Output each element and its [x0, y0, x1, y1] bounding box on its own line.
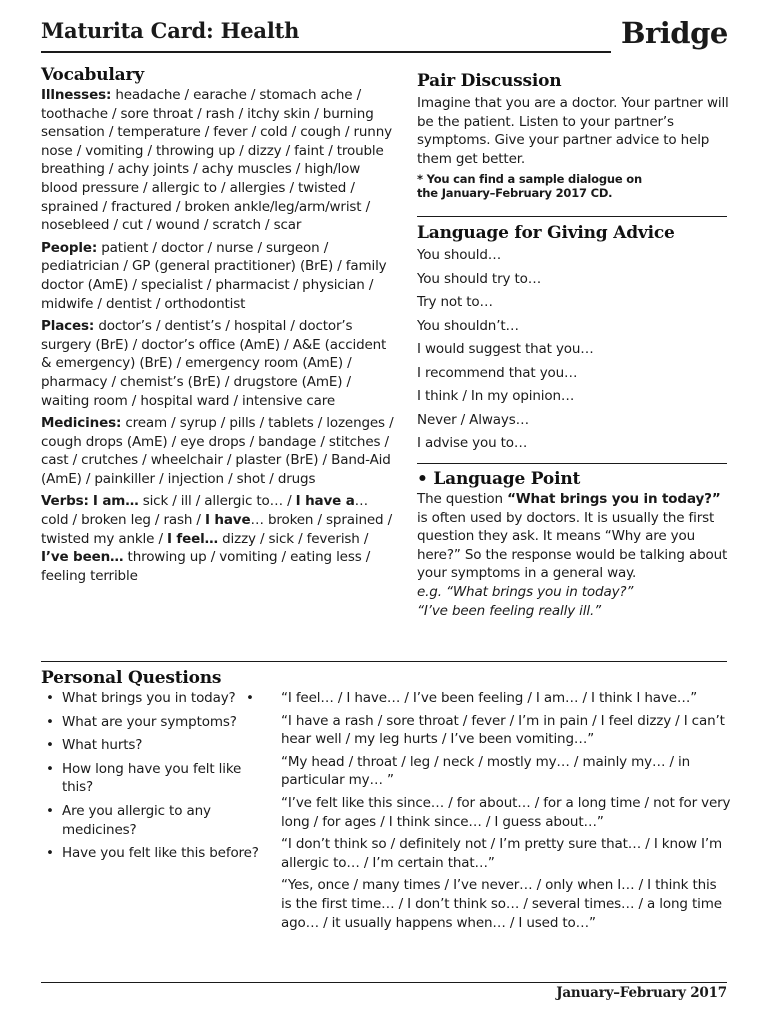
- question-item: [41, 802, 266, 839]
- bullet-icon: •: [46, 760, 54, 777]
- question-text: How long have you felt like this?: [62, 760, 242, 796]
- lp-intro: The question: [417, 491, 508, 507]
- answer-item: “I have a rash / sore throat / fever / I’m in pain / I feel dizzy / I can’t hear well / my leg hurts / I’ve been vomiting…”: [281, 712, 725, 748]
- bullet-icon: •: [417, 469, 428, 489]
- advice-phrase: I recommend that you…: [417, 364, 578, 381]
- vocab-text: sick / ill / allergic to… /: [138, 493, 296, 510]
- advice-phrase: I would suggest that you…: [417, 341, 594, 357]
- vocab-text: cream / syrup / pills / tablets / lozenges / cough drops (AmE) / eye drops / bandage / stitches / cast / crutches / wheelchair / plaster (BrE) / Band-Aid (AmE) / painkiller / injection / shot / drugs: [41, 415, 394, 487]
- vocabulary-heading: Vocabulary: [41, 65, 144, 85]
- vocab-places: [41, 317, 399, 410]
- language-point-section: [417, 469, 729, 620]
- vocab-label: Places:: [41, 318, 95, 335]
- lp-question: “What brings you in today?”: [507, 491, 721, 507]
- personal-questions-heading: Personal Questions: [41, 668, 222, 688]
- vocab-text: … broken / sprained / twisted my ankle /: [41, 512, 392, 547]
- vocab-text: dizzy / sick / feverish /: [218, 530, 369, 547]
- card-title-topic: Health: [220, 18, 300, 43]
- advice-phrase: You should try to…: [417, 270, 542, 287]
- bullet-icon: •: [46, 802, 54, 819]
- vocab-text: … cold / broken leg / rash /: [41, 493, 369, 529]
- section-divider: [417, 216, 727, 217]
- verb-i-feel: I feel…: [167, 530, 218, 547]
- advice-phrase: I advise you to…: [417, 435, 528, 451]
- card-title-prefix: Maturita Card:: [41, 18, 221, 43]
- language-point-text: [417, 490, 729, 583]
- footer-divider: [41, 982, 727, 983]
- bullet-icon: •: [46, 690, 54, 706]
- pair-discussion-text: Imagine that you are a doctor. Your partner will be the patient. Listen to your partner’s symptoms. Give your partner advice to help them get better.: [417, 95, 729, 167]
- vocab-text: doctor’s / dentist’s / hospital / doctor’s surgery (BrE) / doctor’s office (AmE) / A&E (accident & emergency) (BrE) / emergency room (AmE) / pharmacy / chemist’s (BrE) / drugstore (AmE) / waiting room / hospital ward / intensive care: [41, 318, 387, 409]
- lp-body: is often used by doctors. It is usually the first question they ask. It means “Why are you here?” So the response would be talking about your symptoms in a general way.: [417, 509, 728, 582]
- example-question: “What brings you in today?”: [446, 583, 634, 600]
- brand-logo: Bridge: [621, 16, 728, 50]
- sample-dialogue-note: [417, 172, 729, 200]
- question-text: What brings you in today?: [62, 690, 236, 706]
- question-text: Have you felt like this before?: [62, 845, 259, 862]
- section-divider: [41, 661, 727, 662]
- advice-phrase: You should…: [417, 247, 502, 263]
- vocab-label: Verbs:: [41, 493, 89, 510]
- question-item: [41, 844, 266, 863]
- vocab-label: Illnesses:: [41, 87, 112, 103]
- bullet-icon: •: [46, 713, 54, 730]
- verb-i-have-a: I have a: [295, 493, 355, 510]
- answer-item: “I feel… / I have… / I’ve been feeling / I am… / I think I have…”: [281, 690, 698, 706]
- question-item: [41, 689, 266, 708]
- example-answer: “I’ve been feeling really ill.”: [417, 602, 601, 619]
- vocab-text: patient / doctor / nurse / surgeon / pediatrician / GP (general practitioner) (BrE) / family doctor (AmE) / specialist / pharmacist / physician / midwife / dentist / orthodontist: [41, 239, 387, 312]
- section-divider: [417, 463, 727, 464]
- vocab-verbs: [41, 492, 399, 585]
- issue-date: January–February 2017: [556, 985, 727, 1001]
- vocabulary-section: [41, 65, 399, 589]
- giving-advice-heading: Language for Giving Advice: [417, 223, 675, 243]
- giving-advice-section: [417, 223, 729, 456]
- answer-item: “Yes, once / many times / I’ve never… / only when I… / I think this is the first time… / I don’t think so… / several times… / a long time ago… / it usually happens when… / I used to…”: [281, 877, 722, 931]
- vocab-medicines: [41, 414, 399, 488]
- card-title: [41, 18, 299, 43]
- pair-discussion-heading: Pair Discussion: [417, 71, 562, 91]
- question-text: Are you allergic to any medicines?: [62, 802, 211, 838]
- verb-ive-been: I’ve been…: [41, 549, 124, 566]
- question-item: [41, 760, 266, 797]
- advice-phrase: Never / Always…: [417, 411, 529, 428]
- advice-phrase: Try not to…: [417, 294, 493, 310]
- vocab-text: headache / earache / stomach ache / toothache / sore throat / rash / itchy skin / burning sensation / temperature / fever / cold / cough / runny nose / vomiting / throwing up / dizzy / faint / trouble breathing / achy joints / achy muscles / high/low blood pressure / allergic to / allergies / twisted / sprained / fractured / broken ankle/leg/arm/wrist / nosebleed / cut / wound / scratch / scar: [41, 87, 392, 234]
- vocab-text: throwing up / vomiting / eating less / feeling terrible: [41, 549, 371, 584]
- language-point-heading: [417, 469, 729, 489]
- vocab-label: People:: [41, 239, 98, 256]
- bullet-icon: •: [246, 690, 254, 706]
- question-item: [41, 736, 266, 755]
- language-point-example: [417, 583, 729, 620]
- answer-item: “I’ve felt like this since… / for about… / for a long time / not for very long / for ages / I think since… / I guess about…”: [281, 794, 731, 830]
- vocab-illnesses: [41, 86, 399, 235]
- question-list: [41, 689, 266, 868]
- note-line-2: the January–February 2017 CD.: [417, 186, 613, 201]
- example-prefix: e.g.: [417, 583, 446, 600]
- question-text: What are your symptoms?: [62, 713, 237, 730]
- verb-i-have: I have: [204, 512, 251, 529]
- note-line-1: * You can find a sample dialogue on: [417, 172, 642, 187]
- vocab-people: [41, 239, 399, 313]
- verb-i-am: I am…: [92, 493, 139, 510]
- pair-discussion-section: [417, 71, 729, 200]
- advice-phrase: You shouldn’t…: [417, 317, 519, 334]
- title-divider: [41, 51, 611, 53]
- question-item: [41, 713, 266, 732]
- advice-phrase: I think / In my opinion…: [417, 388, 575, 404]
- answer-list: [281, 689, 731, 936]
- answer-item: “My head / throat / leg / neck / mostly my… / mainly my… / in particular my… ”: [281, 753, 691, 789]
- language-point-title: Language Point: [433, 469, 581, 489]
- bullet-icon: •: [46, 737, 54, 754]
- question-text: What hurts?: [62, 737, 143, 754]
- vocab-label: Medicines:: [41, 415, 122, 432]
- bullet-icon: •: [46, 845, 54, 862]
- advice-phrase-list: [417, 244, 729, 456]
- answer-item: “I don’t think so / definitely not / I’m pretty sure that… / I know I’m allergic to… / I’m certain that…”: [281, 836, 722, 871]
